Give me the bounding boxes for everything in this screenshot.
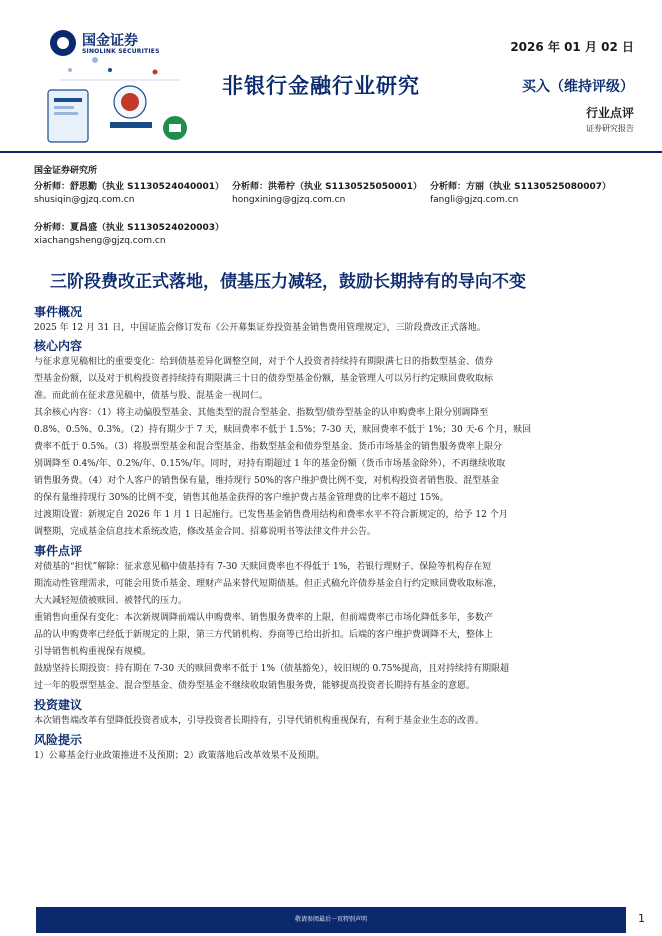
institute-name: 国金证券研究所	[34, 166, 98, 176]
core-line: 销售服务费。（4）对个人客户的销售保有量，维持现行 50%的客户维护费比例不变，对机构投资者销售股、混型基金	[34, 476, 500, 486]
comment-line: 期流动性管理需求，可能会用货币基金、理财产品来替代短期债基。但正式稿允许债券基金自行约定赎回费收取标准，	[34, 579, 503, 589]
section-title-event: 事件概况	[34, 305, 83, 319]
core-line: 费率不低于 0.5%。（3）将股票型基金和混合型基金、指数型基金和债券型基金、货币市场基金的销售服务费率上限分	[34, 442, 502, 452]
report-type: 行业点评	[585, 106, 634, 120]
core-line: 过渡期设置：新规定自 2026 年 1 月 1 日起施行。已发售基金销售费用结构和费率水平不符合新规定的，给予 12 个月	[34, 510, 508, 520]
core-line: 准。而此前在征求意见稿中，债基与股、混基金一视同仁。	[34, 391, 269, 401]
analyst-email[interactable]: shusiqin@gjzq.com.cn	[34, 195, 135, 205]
comment-line: 大大减轻短债被赎回、被替代的压力。	[34, 596, 188, 606]
analyst-email[interactable]: fangli@gjzq.com.cn	[430, 195, 519, 205]
analyst-label: 分析师：方丽（执业 S1130525080007）	[430, 182, 612, 192]
analyst-email[interactable]: hongxining@gjzq.com.cn	[232, 195, 346, 205]
section-title-advice: 投资建议	[34, 698, 83, 712]
page-number: 1	[638, 912, 645, 925]
core-line: 的保有量维持现行 30%的比例不变，销售其他基金获得的客户维护费占基金管理费的比率不超过 15%。	[34, 493, 449, 503]
header-divider	[0, 151, 662, 153]
section-title-core: 核心内容	[34, 339, 83, 353]
core-line: 其余核心内容：（1）将主动偏股型基金、其他类型的混合型基金、指数型/债券型基金的认申购费率上限分别调降至	[34, 408, 489, 418]
report-date: 2026 年 01 月 02 日	[510, 40, 634, 54]
analyst-label: 分析师：夏昌盛（执业 S1130524020003）	[34, 223, 225, 233]
comment-line: 鼓励坚持长期投资：持有期在 7-30 天的赎回费率不低于 1%（债基豁免），较旧规的 0.75%提高，且对持续持有期限超	[34, 664, 510, 674]
section-title-risk: 风险提示	[34, 733, 83, 747]
comment-line: 重销售向重保有变化：本次新规调降前端认申购费率、销售服务费率的上限，但前端费率已市场化降低多年，多数产	[34, 613, 494, 623]
event-line: 2025 年 12 月 31 日，中国证监会修订发布《公开募集证券投资基金销售费用管理规定》，三阶段费改正式落地。	[34, 323, 486, 333]
logo-en-text: SINOLINK SECURITIES	[82, 48, 160, 55]
section-title-comment: 事件点评	[34, 544, 83, 558]
comment-line: 过一年的股票型基金、混合型基金、债券型基金不继续收取销售服务费，能够提高投资者长期持有基金的意愿。	[34, 681, 476, 691]
industry-title: 非银行金融行业研究	[222, 74, 420, 98]
comment-line: 品的认申购费率已经低于新规定的上限，第三方代销机构、券商等已给出折扣。后端的客户维护费调降不大，整体上	[34, 630, 494, 640]
core-line: 调整期，完成基金信息技术系统改造，修改基金合同、招募说明书等法律文件并公告。	[34, 527, 377, 537]
comment-line: 引导销售机构重视保有规模。	[34, 647, 152, 657]
core-line: 别调降至 0.4%/年、0.2%/年、0.15%/年。同时，对持有期超过 1 年的基金份额（货币市场基金除外），不再继续收取	[34, 459, 506, 469]
analyst-label: 分析师：舒思勤（执业 S1130524040001）	[34, 182, 225, 192]
analyst-email[interactable]: xiachangsheng@gjzq.com.cn	[34, 236, 166, 246]
report-headline: 三阶段费改正式落地，债基压力减轻，鼓励长期持有的导向不变	[50, 272, 526, 292]
report-subtype: 证券研究报告	[586, 124, 634, 133]
core-line: 与征求意见稿相比的重要变化：给到债基差异化调整空间，对于个人投资者持续持有期限满七日的指数型基金、债券	[34, 357, 494, 367]
advice-line: 本次销售端改革有望降低投资者成本，引导投资者长期持有，引导代销机构重视保有，有利于基金业生态的改善。	[34, 716, 485, 726]
footer-disclaimer-link[interactable]: 敬请参阅最后一页特别声明	[294, 916, 367, 923]
rating-label: 买入（维持评级）	[522, 79, 634, 95]
logo-cn-text: 国金证券	[82, 33, 138, 49]
core-line: 0.8%、0.5%、0.3%。（2）持有期少于 7 天，赎回费率不低于 1.5%；7-30 天，赎回费率不低于 1%；30 天-6 个月，赎回	[34, 425, 532, 435]
core-line: 型基金份额，以及对于机构投资者持续持有期限满三十日的债券型基金份额，基金管理人可以另行约定赎回费收取标	[34, 374, 494, 384]
risk-line: 1）公募基金行业政策推进不及预期；2）政策落地后改革效果不及预期。	[34, 751, 325, 761]
decorative-finance-illustration	[40, 50, 200, 150]
comment-line: 对债基的“担忧”解除：征求意见稿中债基持有 7-30 天赎回费率也不得低于 1%，若银行理财子、保险等机构存在短	[34, 562, 492, 572]
analyst-label: 分析师：洪希柠（执业 S1130525050001）	[232, 182, 423, 192]
report-header	[0, 0, 662, 150]
